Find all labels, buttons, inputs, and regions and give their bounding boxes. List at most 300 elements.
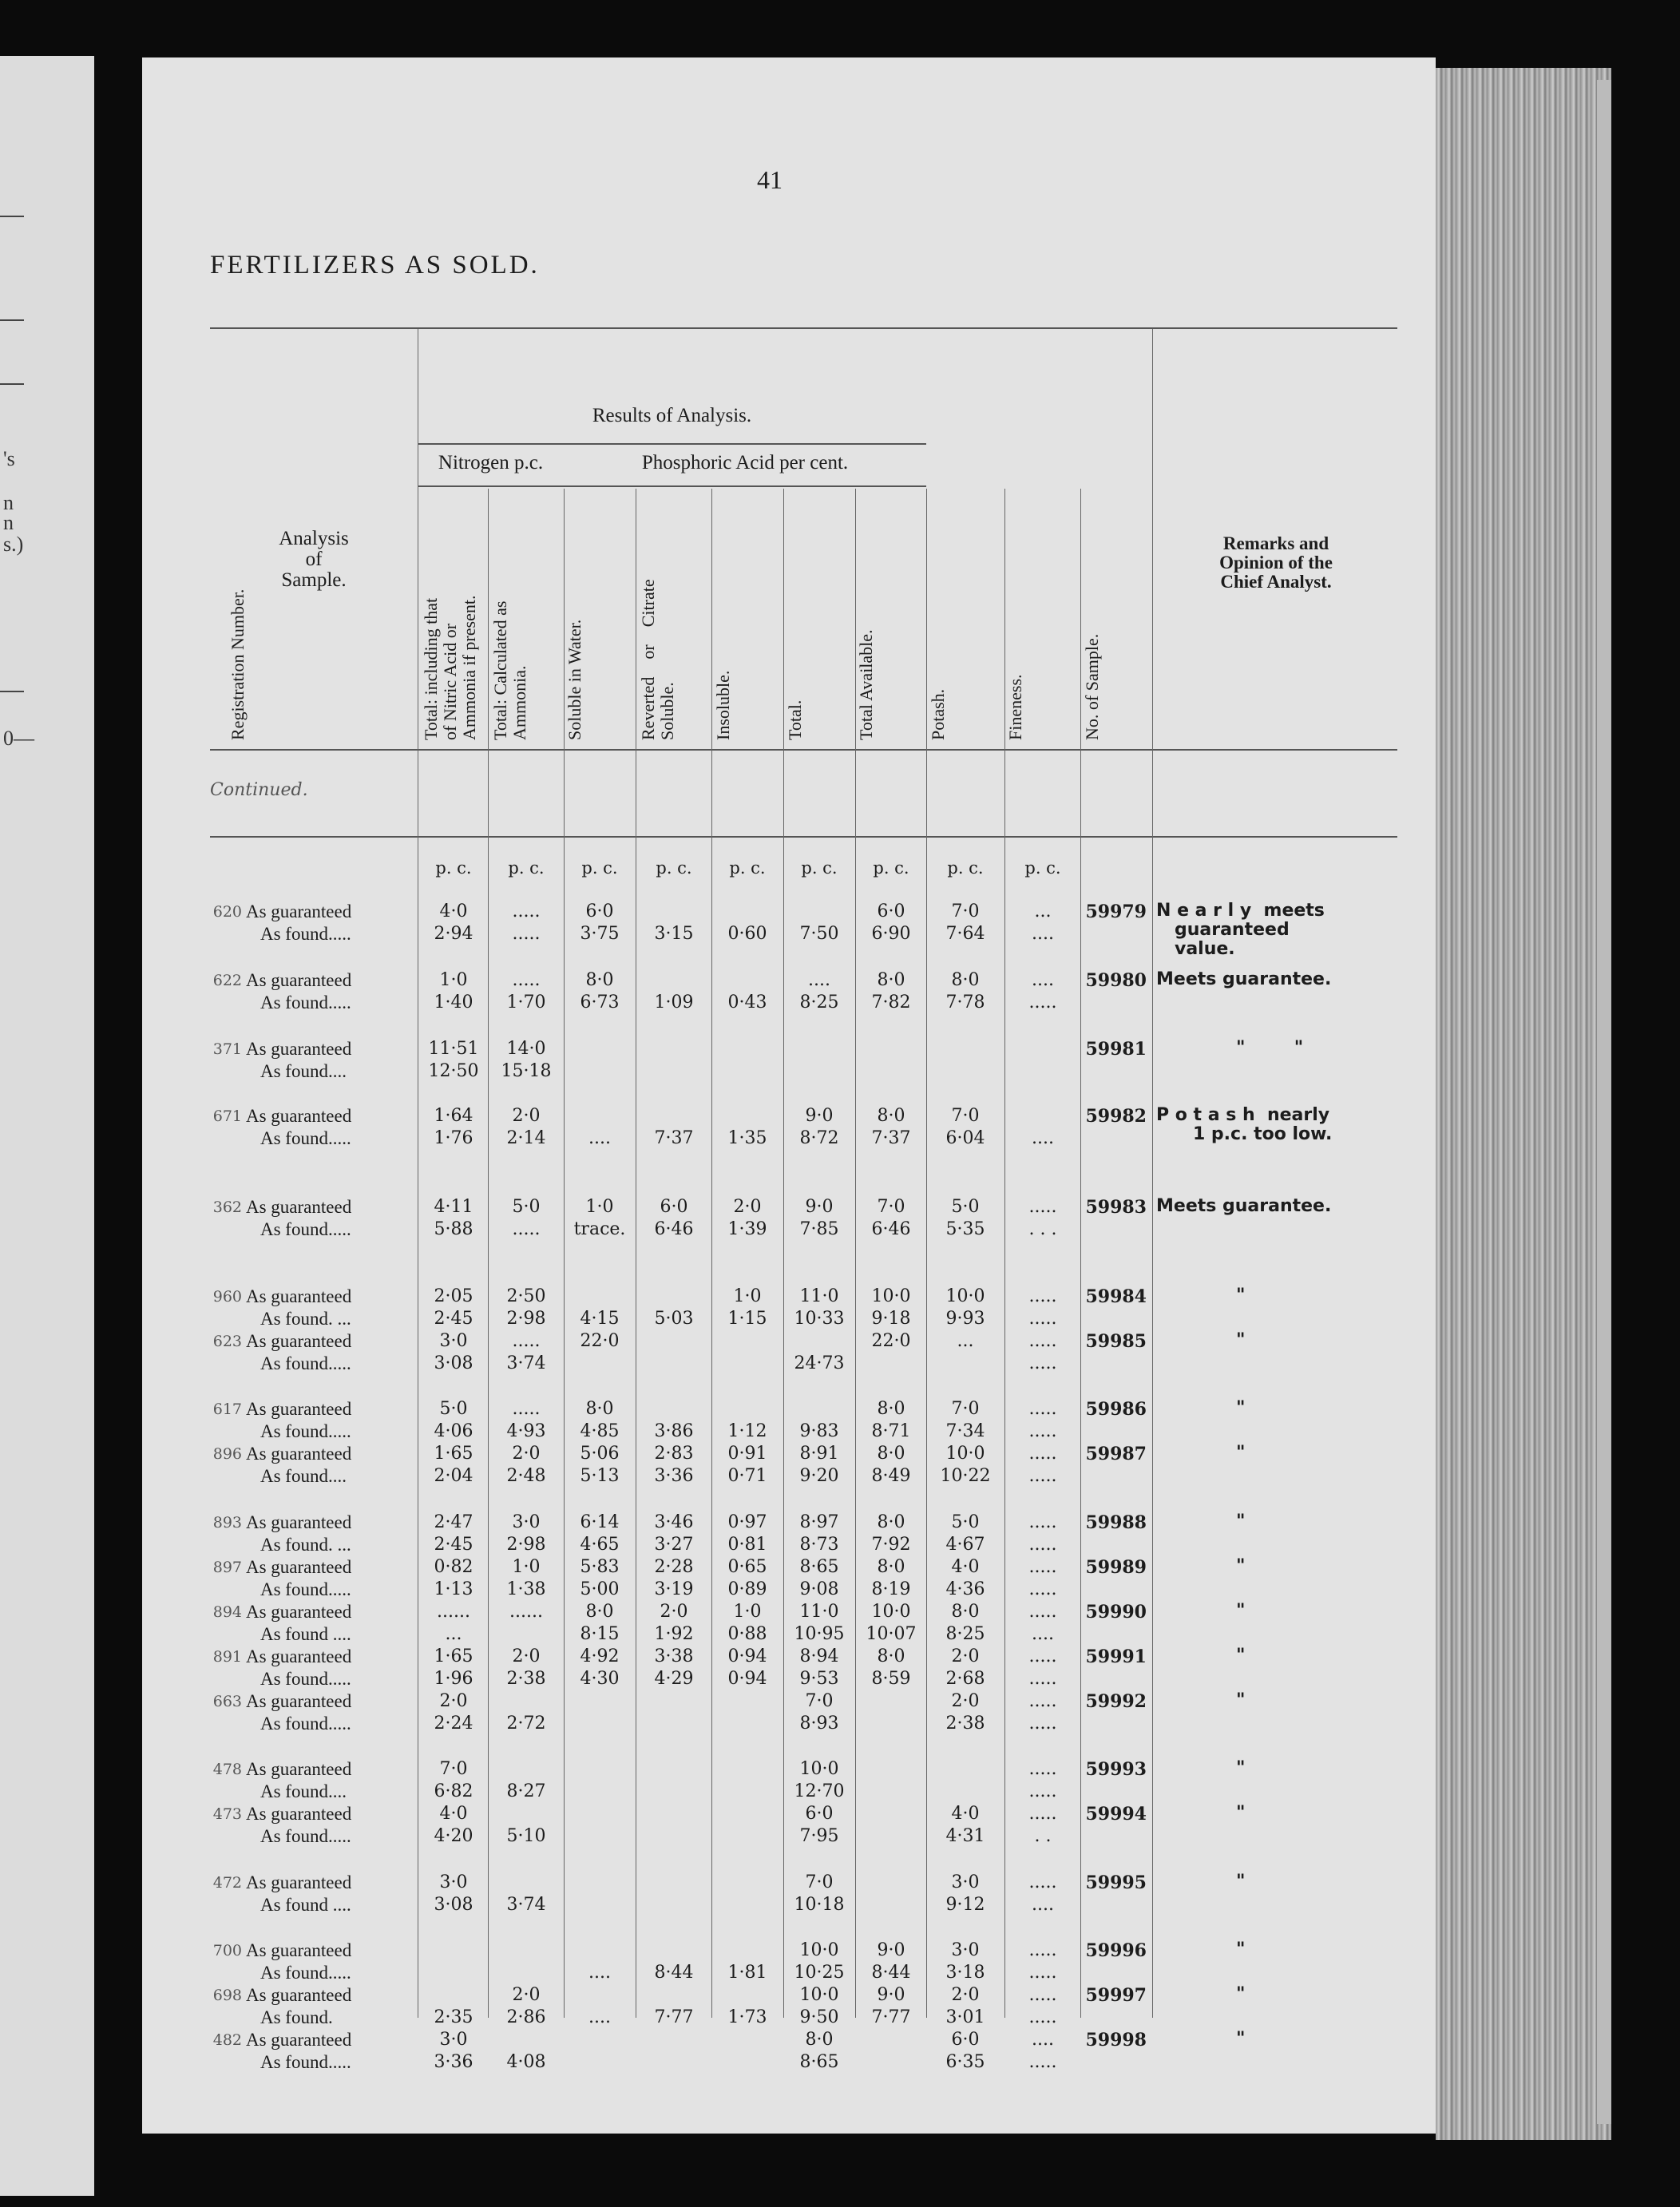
value-cell: ..... <box>1028 1421 1057 1441</box>
value-cell: 10·25 <box>794 1963 845 1983</box>
analyst-remark: " <box>1236 2029 1246 2049</box>
sample-number: 59982 <box>1085 1106 1147 1127</box>
value-cell: 7·92 <box>871 1535 911 1555</box>
value-cell: 2·0 <box>660 1602 688 1622</box>
as-found-label: As found..... <box>260 1963 351 1983</box>
value-cell: 6·0 <box>951 2030 980 2050</box>
unit-label: p. c. <box>508 858 545 878</box>
value-cell: 0·97 <box>727 1512 767 1532</box>
value-cell: 8·0 <box>585 1602 614 1622</box>
sample-number: 59979 <box>1085 901 1147 922</box>
value-cell: ..... <box>1028 1309 1057 1329</box>
column-rule <box>1080 489 1081 2018</box>
unit-label: p. c. <box>947 858 984 878</box>
value-cell: ..... <box>1028 1353 1057 1373</box>
value-cell: 0·65 <box>727 1557 767 1577</box>
sample-number: 59991 <box>1085 1646 1147 1667</box>
registration-number: 362 <box>212 1199 242 1216</box>
value-cell: 12·70 <box>794 1781 845 1801</box>
value-cell: 24·73 <box>794 1353 845 1373</box>
as-guaranteed-label: As guaranteed <box>246 901 352 921</box>
value-cell: 4·15 <box>580 1309 620 1329</box>
value-cell: 4·93 <box>506 1421 546 1441</box>
value-cell: 2·0 <box>951 1691 980 1711</box>
sample-number: 59983 <box>1085 1197 1147 1218</box>
value-cell: 9·50 <box>799 2007 839 2027</box>
phosphoric-acid-header: Phosphoric Acid per cent. <box>641 452 849 473</box>
value-cell: 6·35 <box>945 2052 985 2072</box>
as-found-label: As found..... <box>260 2052 351 2072</box>
value-cell: 5·83 <box>580 1557 620 1577</box>
value-cell: 8·72 <box>799 1128 839 1148</box>
as-guaranteed-label: As guaranteed <box>246 1804 352 1824</box>
remarks-header: Remarks and Opinion of the Chief Analyst. <box>1219 533 1333 592</box>
value-cell: .... <box>1032 1895 1054 1915</box>
value-cell: 4·30 <box>580 1669 620 1689</box>
analyst-remark: Meets guarantee. <box>1156 1196 1332 1216</box>
sample-number-header: No. of Sample. <box>1082 633 1102 740</box>
value-cell: 9·20 <box>799 1466 839 1486</box>
value-cell: 8·93 <box>799 1714 839 1734</box>
value-cell: 4·29 <box>654 1669 694 1689</box>
sample-number: 59988 <box>1085 1512 1147 1533</box>
value-cell: 3·08 <box>434 1353 473 1373</box>
value-cell: 0·81 <box>727 1535 767 1555</box>
unit-label: p. c. <box>435 858 472 878</box>
value-cell: ...... <box>437 1602 470 1622</box>
value-cell: 8·44 <box>654 1963 694 1983</box>
registration-number: 891 <box>212 1648 242 1666</box>
value-cell: 10·0 <box>871 1286 911 1306</box>
value-cell: 8·44 <box>871 1963 911 1983</box>
value-cell: 2·98 <box>506 1309 546 1329</box>
value-cell: ..... <box>512 1219 541 1239</box>
value-cell: 7·0 <box>951 1106 980 1126</box>
value-cell: 2·48 <box>506 1466 546 1486</box>
value-cell: 7·77 <box>871 2007 911 2027</box>
value-cell: 2·0 <box>951 1646 980 1666</box>
value-cell: ..... <box>1028 1985 1057 2005</box>
analyst-remark: " <box>1236 1601 1246 1621</box>
value-cell: 8·0 <box>877 1106 905 1126</box>
sample-number: 59998 <box>1085 2030 1147 2050</box>
value-cell: ..... <box>1028 1714 1057 1734</box>
table-top-rule <box>210 327 1397 329</box>
value-cell: 9·0 <box>805 1197 834 1217</box>
value-cell: 5·0 <box>951 1512 980 1532</box>
analyst-remark: " <box>1236 1984 1246 2004</box>
value-cell: 2·94 <box>434 924 473 944</box>
value-cell: 4·92 <box>580 1646 620 1666</box>
as-found-label: As found..... <box>260 1219 351 1239</box>
as-guaranteed-label: As guaranteed <box>246 1602 352 1622</box>
prev-page-fragment: s.) <box>3 533 24 556</box>
as-guaranteed-label: As guaranteed <box>246 1039 352 1059</box>
column-rule <box>564 489 565 2018</box>
value-cell: 1·39 <box>727 1219 767 1239</box>
unit-label: p. c. <box>1024 858 1061 878</box>
continued-label: Continued. <box>210 780 308 800</box>
value-cell: ..... <box>1028 1646 1057 1666</box>
as-guaranteed-label: As guaranteed <box>246 1646 352 1666</box>
page-number: 41 <box>757 165 783 194</box>
as-guaranteed-label: As guaranteed <box>246 970 352 990</box>
value-cell: ..... <box>1028 1512 1057 1532</box>
value-cell: 10·0 <box>799 1759 839 1779</box>
value-cell: 8·25 <box>799 993 839 1012</box>
value-cell: 7·0 <box>951 901 980 921</box>
value-cell: ..... <box>1028 1466 1057 1486</box>
registration-number: 897 <box>212 1559 242 1576</box>
value-cell: . . <box>1034 1826 1052 1846</box>
value-cell: 6·0 <box>877 901 905 921</box>
nitrogen-phosphoric-rule <box>418 485 926 487</box>
as-guaranteed-label: As guaranteed <box>246 1331 352 1351</box>
as-found-label: As found..... <box>260 1826 351 1846</box>
value-cell: 8·91 <box>799 1444 839 1464</box>
value-cell: 2·0 <box>733 1197 762 1217</box>
sample-number: 59981 <box>1085 1039 1147 1060</box>
analyst-remark: Meets guarantee. <box>1156 969 1332 989</box>
value-cell: 7·37 <box>654 1128 694 1148</box>
value-cell: ..... <box>1028 2052 1057 2072</box>
analyst-remark: " <box>1236 1443 1246 1463</box>
value-cell: 4·0 <box>951 1557 980 1577</box>
value-cell: 11·0 <box>799 1286 839 1306</box>
reverted-citrate-header: Reverted or Citrate Soluble. <box>638 579 677 740</box>
unit-label: p. c. <box>729 858 766 878</box>
phosphoric-total-header: Total. <box>785 699 805 740</box>
value-cell: 1·0 <box>585 1197 614 1217</box>
value-cell: 0·91 <box>727 1444 767 1464</box>
sample-number: 59992 <box>1085 1691 1147 1712</box>
value-cell: ..... <box>1028 2007 1057 2027</box>
value-cell: 9·08 <box>799 1579 839 1599</box>
value-cell: 4·20 <box>434 1826 473 1846</box>
as-guaranteed-label: As guaranteed <box>246 1512 352 1532</box>
analyst-remark: " <box>1236 1690 1246 1710</box>
value-cell: 2·83 <box>654 1444 694 1464</box>
value-cell: 4·36 <box>945 1579 985 1599</box>
analyst-remark: " <box>1236 1872 1246 1892</box>
value-cell: 6·0 <box>585 901 614 921</box>
value-cell: 7·0 <box>439 1759 468 1779</box>
value-cell: .... <box>808 970 830 990</box>
as-guaranteed-label: As guaranteed <box>246 1106 352 1126</box>
value-cell: 10·07 <box>866 1624 917 1644</box>
fineness-header: Fineness. <box>1005 674 1025 740</box>
value-cell: 22·0 <box>871 1331 911 1351</box>
value-cell: 5·13 <box>580 1466 620 1486</box>
value-cell: 1·65 <box>434 1646 473 1666</box>
value-cell: 3·19 <box>654 1579 694 1599</box>
value-cell: 8·0 <box>951 1602 980 1622</box>
value-cell: 2·05 <box>434 1286 473 1306</box>
value-cell: 5·35 <box>945 1219 985 1239</box>
value-cell: 9·53 <box>799 1669 839 1689</box>
as-guaranteed-label: As guaranteed <box>246 1872 352 1892</box>
value-cell: 5·10 <box>506 1826 546 1846</box>
value-cell: 3·08 <box>434 1895 473 1915</box>
value-cell: 9·18 <box>871 1309 911 1329</box>
total-available-header: Total Available. <box>856 629 876 740</box>
value-cell: 3·36 <box>654 1466 694 1486</box>
value-cell: 4·85 <box>580 1421 620 1441</box>
value-cell: 8·94 <box>799 1646 839 1666</box>
value-cell: 7·64 <box>945 924 985 944</box>
sample-number: 59989 <box>1085 1557 1147 1578</box>
value-cell: 2·28 <box>654 1557 694 1577</box>
value-cell: 1·15 <box>727 1309 767 1329</box>
registration-number: 622 <box>212 972 242 989</box>
value-cell: 7·85 <box>799 1219 839 1239</box>
column-rule <box>1004 489 1005 2018</box>
registration-number: 620 <box>212 903 242 921</box>
value-cell: 1·96 <box>434 1669 473 1689</box>
value-cell: 3·86 <box>654 1421 694 1441</box>
value-cell: 14·0 <box>506 1039 546 1059</box>
sample-number: 59987 <box>1085 1444 1147 1464</box>
value-cell: 9·0 <box>877 1940 905 1960</box>
value-cell: .... <box>1032 1128 1054 1148</box>
analyst-remark: " <box>1236 1758 1246 1778</box>
value-cell: .... <box>588 2007 611 2027</box>
prev-page-rule <box>0 383 24 385</box>
unit-label: p. c. <box>656 858 692 878</box>
value-cell: 7·0 <box>805 1691 834 1711</box>
value-cell: 7·95 <box>799 1826 839 1846</box>
value-cell: 2·50 <box>506 1286 546 1306</box>
value-cell: 1·0 <box>439 970 468 990</box>
prev-page-fragment: n <box>3 511 14 534</box>
column-rule <box>1152 329 1153 2018</box>
value-cell: 10·0 <box>871 1602 911 1622</box>
as-found-label: As found..... <box>260 1579 351 1599</box>
value-cell: ..... <box>1028 1286 1057 1306</box>
sample-number: 59993 <box>1085 1759 1147 1780</box>
value-cell: 2·98 <box>506 1535 546 1555</box>
value-cell: 1·64 <box>434 1106 473 1126</box>
as-guaranteed-label: As guaranteed <box>246 1399 352 1419</box>
value-cell: 8·0 <box>877 1444 905 1464</box>
value-cell: 1·0 <box>733 1602 762 1622</box>
value-cell: 2·38 <box>945 1714 985 1734</box>
value-cell: 10·0 <box>945 1286 985 1306</box>
value-cell: 8·65 <box>799 2052 839 2072</box>
value-cell: 3·36 <box>434 2052 473 2072</box>
value-cell: 2·35 <box>434 2007 473 2027</box>
value-cell: 8·0 <box>951 970 980 990</box>
registration-number: 700 <box>212 1942 242 1959</box>
value-cell: 5·88 <box>434 1219 473 1239</box>
value-cell: 4·0 <box>439 901 468 921</box>
as-found-label: As found.... <box>260 1061 347 1081</box>
value-cell: 0·88 <box>727 1624 767 1644</box>
value-cell: 10·33 <box>794 1309 845 1329</box>
value-cell: . . . <box>1028 1219 1057 1239</box>
value-cell: ..... <box>1028 1759 1057 1779</box>
value-cell: 4·06 <box>434 1421 473 1441</box>
value-cell: 1·09 <box>654 993 694 1012</box>
value-cell: 1·13 <box>434 1579 473 1599</box>
value-cell: 1·70 <box>506 993 546 1012</box>
value-cell: ..... <box>1028 1963 1057 1983</box>
unit-label: p. c. <box>873 858 909 878</box>
registration-number: 473 <box>212 1805 242 1823</box>
value-cell: 7·34 <box>945 1421 985 1441</box>
registration-number-header: Registration Number. <box>228 588 248 740</box>
value-cell: 5·0 <box>512 1197 541 1217</box>
registration-number: 698 <box>212 1987 242 2004</box>
value-cell: 1·38 <box>506 1579 546 1599</box>
analysis-of-sample-header: Analysis of Sample. <box>279 528 349 591</box>
potash-header: Potash. <box>928 688 948 740</box>
value-cell: ..... <box>1028 993 1057 1012</box>
value-cell: ..... <box>512 924 541 944</box>
value-cell: 2·04 <box>434 1466 473 1486</box>
as-found-label: As found..... <box>260 993 351 1012</box>
analyst-remark: " <box>1236 1556 1246 1576</box>
value-cell: 22·0 <box>580 1331 620 1351</box>
value-cell: .... <box>1032 2030 1054 2050</box>
analyst-remark: " <box>1236 1803 1246 1823</box>
value-cell: 10·95 <box>794 1624 845 1644</box>
value-cell: 4·08 <box>506 2052 546 2072</box>
value-cell: 6·0 <box>805 1804 834 1824</box>
value-cell: 15·18 <box>501 1061 552 1081</box>
value-cell: 10·0 <box>799 1985 839 2005</box>
value-cell: 1·92 <box>654 1624 694 1644</box>
sample-number: 59994 <box>1085 1804 1147 1825</box>
sample-number: 59984 <box>1085 1286 1147 1307</box>
value-cell: 2·47 <box>434 1512 473 1532</box>
as-found-label: As found..... <box>260 1353 351 1373</box>
value-cell: .... <box>1032 924 1054 944</box>
registration-number: 482 <box>212 2031 242 2049</box>
value-cell: 4·65 <box>580 1535 620 1555</box>
value-cell: 6·46 <box>654 1219 694 1239</box>
value-cell: ..... <box>1028 1691 1057 1711</box>
as-guaranteed-label: As guaranteed <box>246 1985 352 2005</box>
analyst-remark: " <box>1236 1646 1246 1666</box>
value-cell: 10·22 <box>940 1466 991 1486</box>
value-cell: 8·15 <box>580 1624 620 1644</box>
as-guaranteed-label: As guaranteed <box>246 1940 352 1960</box>
column-rule <box>711 489 712 2018</box>
value-cell: 5·06 <box>580 1444 620 1464</box>
analyst-remark: N e a r l y meets guaranteed value. <box>1156 901 1325 959</box>
page-title: FERTILIZERS AS SOLD. <box>210 251 540 279</box>
value-cell: 8·71 <box>871 1421 911 1441</box>
analyst-remark: " <box>1236 1286 1246 1306</box>
value-cell: 1·73 <box>727 2007 767 2027</box>
value-cell: 7·37 <box>871 1128 911 1148</box>
value-cell: ..... <box>512 970 541 990</box>
as-found-label: As found. ... <box>260 1309 351 1329</box>
prev-page-fragment: 's <box>3 447 15 470</box>
registration-number: 472 <box>212 1874 242 1892</box>
value-cell: 11·51 <box>428 1039 479 1059</box>
value-cell: 9·93 <box>945 1309 985 1329</box>
value-cell: 5·0 <box>439 1399 468 1419</box>
value-cell: 0·82 <box>434 1557 473 1577</box>
value-cell: 3·38 <box>654 1646 694 1666</box>
value-cell: ...... <box>509 1602 543 1622</box>
as-guaranteed-label: As guaranteed <box>246 2030 352 2050</box>
value-cell: 3·0 <box>951 1872 980 1892</box>
as-found-label: As found..... <box>260 1421 351 1441</box>
value-cell: 7·82 <box>871 993 911 1012</box>
value-cell: 1·35 <box>727 1128 767 1148</box>
unit-label: p. c. <box>581 858 618 878</box>
value-cell: 2·0 <box>512 1985 541 2005</box>
value-cell: 3·27 <box>654 1535 694 1555</box>
value-cell: 2·86 <box>506 2007 546 2027</box>
as-found-label: As found..... <box>260 924 351 944</box>
analyst-remark: " <box>1236 1512 1246 1531</box>
value-cell: 3·46 <box>654 1512 694 1532</box>
soluble-in-water-header: Soluble in Water. <box>565 619 584 740</box>
value-cell: 1·40 <box>434 993 473 1012</box>
value-cell: 10·18 <box>794 1895 845 1915</box>
value-cell: 3·18 <box>945 1963 985 1983</box>
value-cell: 9·12 <box>945 1895 985 1915</box>
value-cell: 8·0 <box>585 970 614 990</box>
as-found-label: As found.... <box>260 1466 347 1486</box>
value-cell: ..... <box>1028 1197 1057 1217</box>
analyst-remark: P o t a s h nearly 1 p.c. too low. <box>1156 1105 1333 1144</box>
value-cell: 3·74 <box>506 1353 546 1373</box>
ammonia-total-header: Total: Calculated as Ammonia. <box>490 600 529 740</box>
registration-number: 671 <box>212 1107 242 1125</box>
value-cell: ..... <box>1028 1331 1057 1351</box>
value-cell: ..... <box>512 1399 541 1419</box>
value-cell: 8·19 <box>871 1579 911 1599</box>
registration-number: 960 <box>212 1288 242 1306</box>
value-cell: 7·50 <box>799 924 839 944</box>
value-cell: 9·0 <box>805 1106 834 1126</box>
value-cell: ..... <box>1028 1557 1057 1577</box>
sample-number: 59996 <box>1085 1940 1147 1961</box>
value-cell: 3·74 <box>506 1895 546 1915</box>
value-cell: 8·65 <box>799 1557 839 1577</box>
as-guaranteed-label: As guaranteed <box>246 1286 352 1306</box>
value-cell: 9·83 <box>799 1421 839 1441</box>
registration-number: 371 <box>212 1040 242 1058</box>
value-cell: 6·46 <box>871 1219 911 1239</box>
value-cell: 2·24 <box>434 1714 473 1734</box>
value-cell: 4·67 <box>945 1535 985 1555</box>
prev-page-rule <box>0 691 24 692</box>
document-page <box>142 57 1436 2134</box>
value-cell: ... <box>445 1624 462 1644</box>
sample-number: 59990 <box>1085 1602 1147 1623</box>
as-found-label: As found..... <box>260 1714 351 1734</box>
value-cell: 8·0 <box>877 970 905 990</box>
value-cell: 4·0 <box>439 1804 468 1824</box>
value-cell: ... <box>957 1331 974 1351</box>
value-cell: ..... <box>1028 1781 1057 1801</box>
value-cell: 6·82 <box>434 1781 473 1801</box>
value-cell: 7·0 <box>951 1399 980 1419</box>
value-cell: 9·0 <box>877 1985 905 2005</box>
value-cell: ..... <box>1028 1669 1057 1689</box>
results-of-analysis-header: Results of Analysis. <box>592 405 752 426</box>
value-cell: 6·14 <box>580 1512 620 1532</box>
value-cell: 8·0 <box>877 1557 905 1577</box>
value-cell: 6·90 <box>871 924 911 944</box>
prev-page-rule <box>0 216 24 217</box>
